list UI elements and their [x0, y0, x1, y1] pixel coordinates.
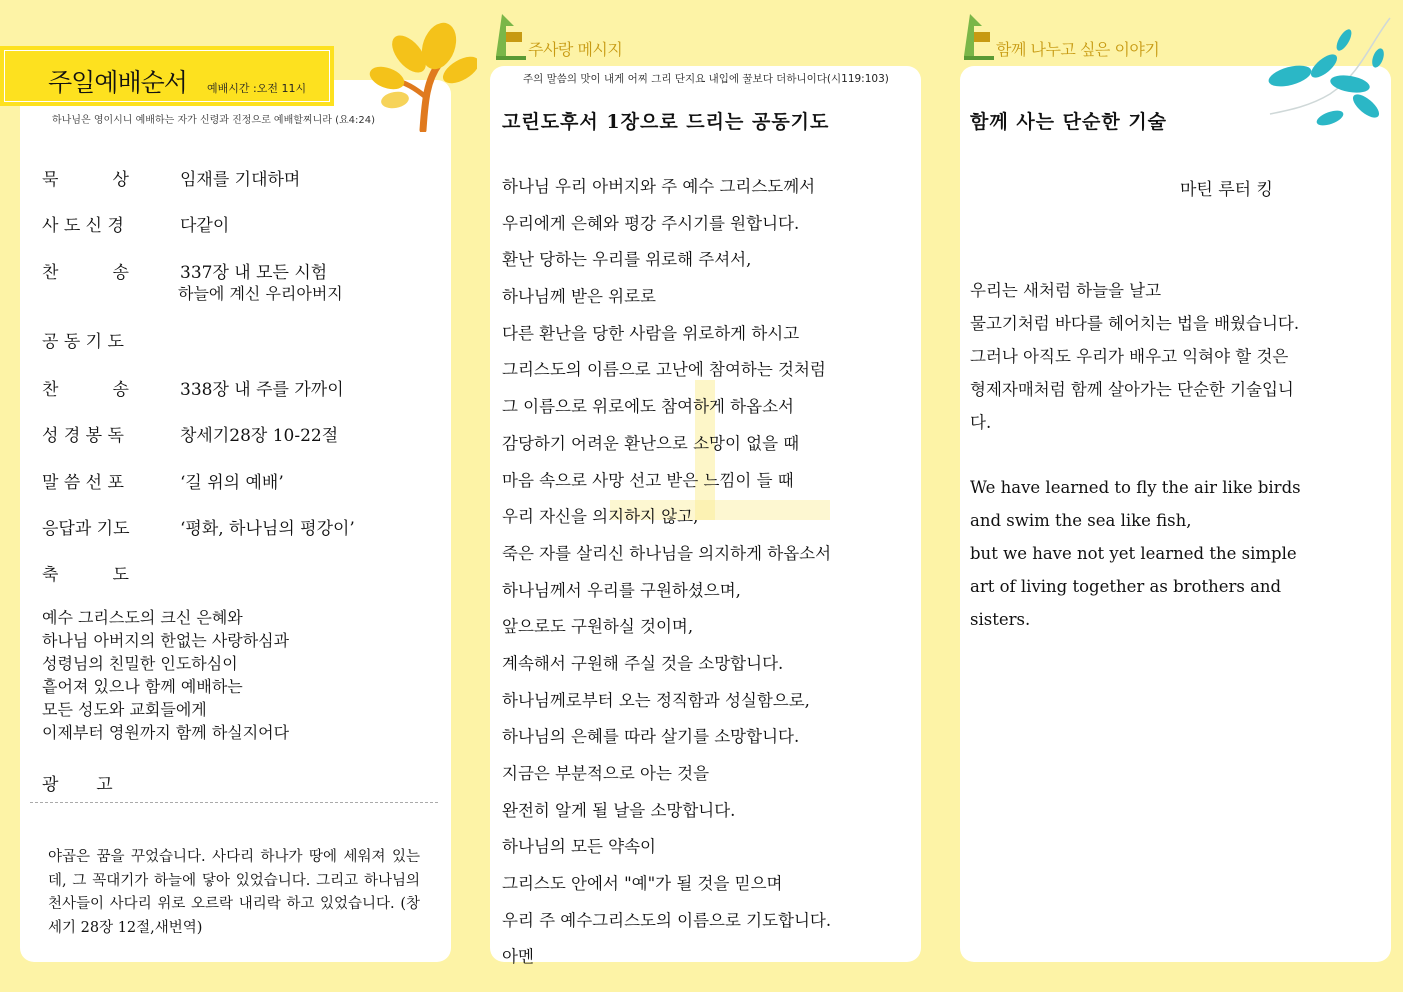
- announcement-text: 야곱은 꿈을 꾸었습니다. 사다리 하나가 땅에 세워져 있는데, 그 꼭대기가 하늘에 닿아 있었습니다. 그리고 하나님의 천사들이 사다리 위로 오르락 내리락 하고 있었습니다. (창세기 28장 12절,새번역): [48, 849, 420, 936]
- section-title-story: 함께 나누고 싶은 이야기: [996, 40, 1160, 59]
- message-verse: 주의 말씀의 맛이 내게 어찌 그리 단지요 내입에 꿀보다 더하니이다(시119:103): [523, 73, 889, 85]
- divider: [30, 802, 438, 803]
- section-title-message: 주사랑 메시지: [528, 40, 623, 59]
- cross-logo-icon: [960, 12, 996, 60]
- story-author: 마틴 루터 킹: [1180, 180, 1273, 200]
- page-title: 주일예배순서: [48, 68, 187, 97]
- prayer-text: 하나님 우리 아버지와 주 예수 그리스도께서 우리에게 은혜와 평강 주시기를 원합니다. 환난 당하는 우리를 위로해 주셔서, 하나님께 받은 위로로 다른 환난을 당한 사람을 위로하게 하시고 그리스도의 이름으로 고난에 참여하는 것처럼 그 이름으로 위로에도 참여하게 하옵소서 감당하기 어려운 환난으로 소망이 없을 때 마음 속으로 사망 선고 받은 느낌이 들 때 우리 자신을 의지하지 않고, 죽은 자를 살리신 하나님을 의지하게 하옵소서 하나님께서 우리를 구원하셨으며, 앞으로도 구원하실 것이며, 계속해서 구원해 주실 것을 소망합니다. 하나님께로부터 오는 정직함과 성실함으로, 하나님의 은혜를 따라 살기를 소망합니다. 지금은 부분적으로 아는 것을 완전히 알게 될 날을 소망합니다. 하나님의 모든 약속이 그리스도 안에서 "예"가 될 것을 믿으며 우리 주 예수그리스도의 이름으로 기도합니다. 아멘: [502, 177, 832, 967]
- header-verse: 하나님은 영이시니 예배하는 자가 신령과 진정으로 예배할찌니라 (요4:24): [52, 115, 375, 126]
- benediction-text: 예수 그리스도의 크신 은혜와 하나님 아버지의 한없는 사랑하심과 성령님의 친밀한 인도하심이 흩어져 있으나 함께 예배하는 모든 성도와 교회들에게 이제부터 영원까지 함께 하실지어다: [42, 608, 290, 742]
- tree-icon: [365, 20, 477, 132]
- announcement-label: 광 고: [42, 775, 113, 795]
- story-korean-text: 우리는 새처럼 하늘을 날고 물고기처럼 바다를 헤어치는 법을 배웠습니다. 그러나 아직도 우리가 배우고 익혀야 할 것은 형제자매처럼 함께 살아가는 단순한 기술입니 다.: [970, 281, 1300, 432]
- service-time: 예배시간 :오전 11시: [207, 82, 307, 95]
- leaf-decoration-icon: [1260, 14, 1400, 134]
- cross-logo-icon: [492, 12, 528, 60]
- story-title: 함께 사는 단순한 기술: [970, 111, 1168, 133]
- story-english-text: We have learned to fly the air like birds and swim the sea like fish, but we have not yet learned the simple art of living together as brothers and sisters.: [970, 478, 1301, 629]
- prayer-title: 고린도후서 1장으로 드리는 공동기도: [502, 111, 830, 133]
